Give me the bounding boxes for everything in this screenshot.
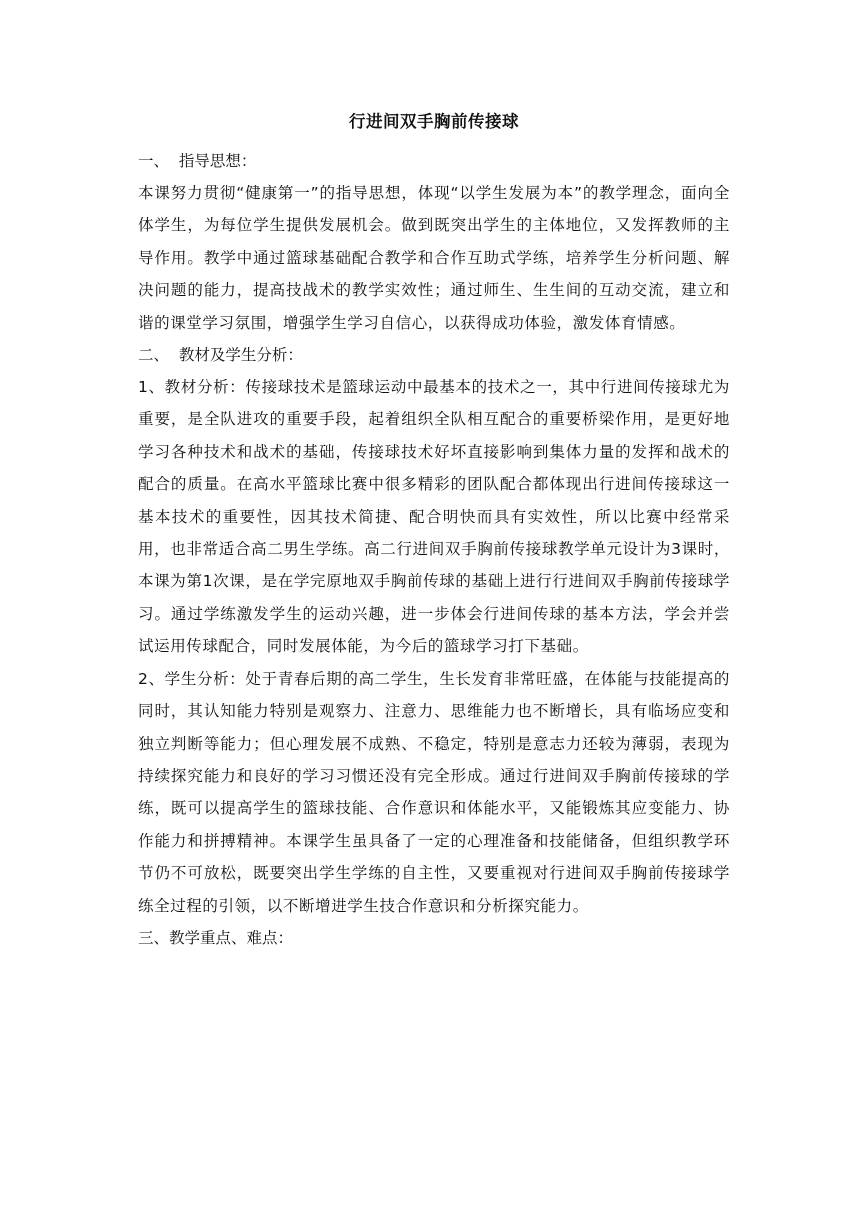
document-body xyxy=(138,108,730,954)
paragraph-guiding-ideas: 本课努力贯彻“健康第一”的指导思想，体现“以学生发展为本”的教学理念，面向全体学生，为每位学生提供发展机会。做到既突出学生的主体地位，又发挥教师的主导作用。教学中通过篮球基础配合教学和合作互助式学练，培养学生分析问题、解决问题的能力，提高技战术的教学实效性；通过师生、生生间的互动交流，建立和谐的课堂学习氛围，增强学生学习自信心，以获得成功体验，激发体育情感。 xyxy=(138,184,730,332)
paragraph-material-analysis: 1、教材分析：传接球技术是篮球运动中最基本的技术之一，其中行进间传接球尤为重要，是全队进攻的重要手段，起着组织全队相互配合的重要桥梁作用，是更好地学习各种技术和战术的基础，传接球技术好坏直接影响到集体力量的发挥和战术的配合的质量。在高水平篮球比赛中很多精彩的团队配合都体现出行进间传接球这一基本技术的重要性，因其技术简捷、配合明快而具有实效性，所以比赛中经常采用，也非常适合高二男生学练。高二行进间双手胸前传接球教学单元设计为3课时，本课为第1次课，是在学完原地双手胸前传球的基础上进行行进间双手胸前传接球学习。通过学练激发学生的运动兴趣，进一步体会行进间传球的基本方法，学会并尝试运用传球配合，同时发展体能，为今后的篮球学习打下基础。 xyxy=(138,378,730,656)
paragraph-student-analysis: 2、学生分析：处于青春后期的高二学生，生长发育非常旺盛，在体能与技能提高的同时，其认知能力特别是观察力、注意力、思维能力也不断增长，具有临场应变和独立判断等能力；但心理发展不成熟、不稳定，特别是意志力还较为薄弱，表现为持续探究能力和良好的学习习惯还没有完全形成。通过行进间双手胸前传接球的学练，既可以提高学生的篮球技能、合作意识和体能水平，又能锻炼其应变能力、协作能力和拼搏精神。本课学生虽具备了一定的心理准备和技能储备，但组织教学环节仍不可放松，既要突出学生学练的自主性，又要重视对行进间双手胸前传接球学练全过程的引领，以不断增进学生技合作意识和分析探究能力。 xyxy=(138,669,730,915)
section-heading-guiding-ideas: 一、 指导思想： xyxy=(138,152,257,170)
section-heading-analysis: 二、 教材及学生分析： xyxy=(138,346,303,365)
section-heading-key-points: 三、教学重点、难点： xyxy=(138,928,294,947)
document-title: 行进间双手胸前传接球 xyxy=(349,112,519,131)
